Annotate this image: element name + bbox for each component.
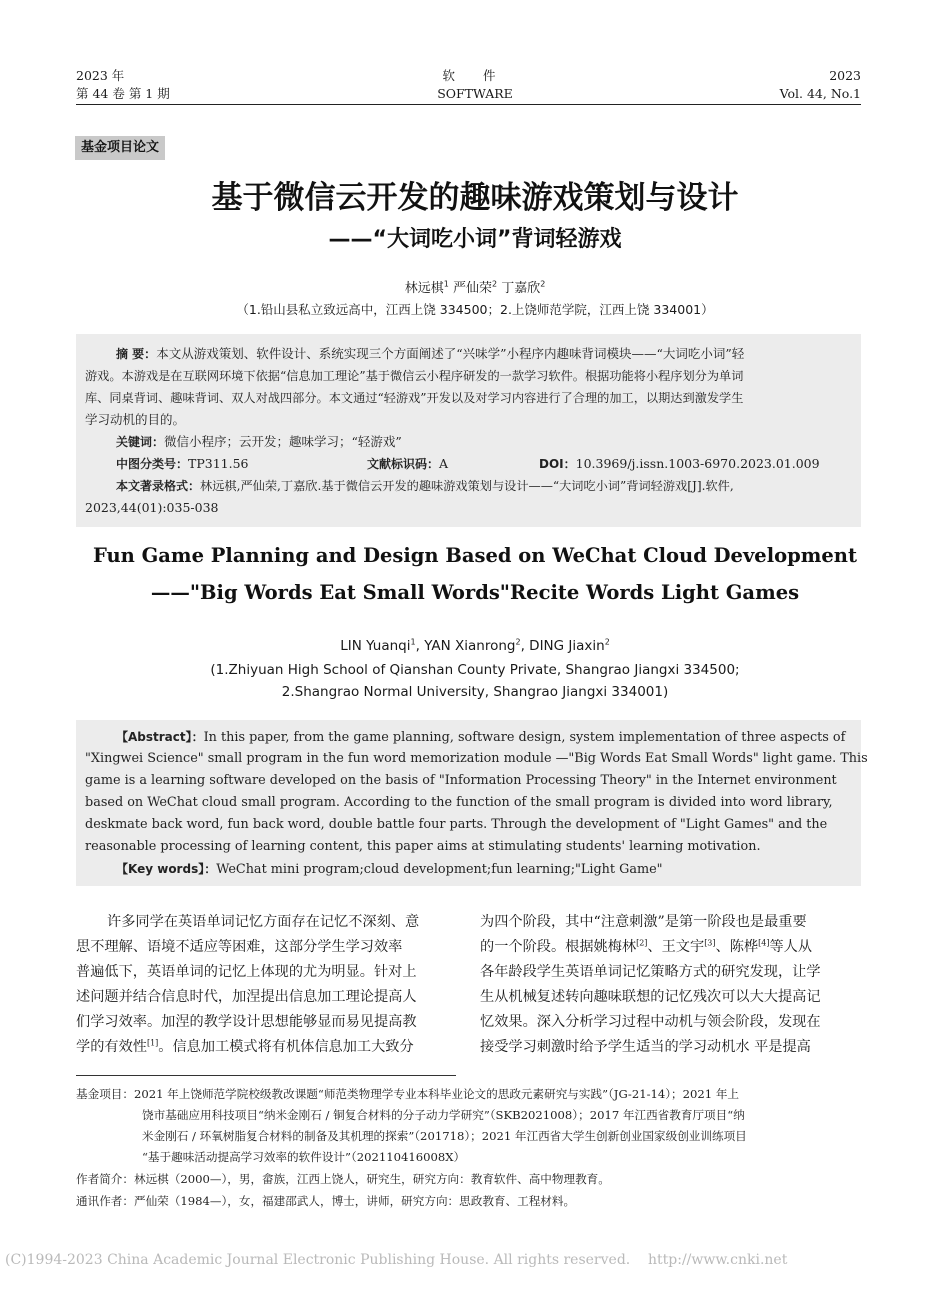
abstract-en-label: 【Abstract】： xyxy=(116,730,204,744)
citation-line-1 xyxy=(116,475,734,497)
cnki-copyright-watermark: (C)1994-2023 China Academic Journal Electronic Publishing House. All rights reserved. xyxy=(5,1252,631,1268)
keywords-en-label: 【Key words】： xyxy=(116,862,217,876)
author-en-3-sup: 2 xyxy=(604,637,610,647)
author-cn-3: 丁嘉欣 xyxy=(501,281,541,296)
article-type-tag: 基金项目论文 xyxy=(75,136,165,160)
affiliation-cn: （1.铅山县私立致远高中，江西上饶 334500；2.上饶师范学院，江西上饶 334001） xyxy=(236,302,714,317)
authors-en: LIN Yuanqi$^1$, YAN Xianrong$^2$, DING Jiaxin$^2$ xyxy=(340,637,610,654)
header-journal-en: SOFTWARE xyxy=(437,86,513,101)
author-cn-1-sup: 1 xyxy=(443,279,449,289)
citation-label: 本文著录格式： xyxy=(116,479,201,493)
doi-label: DOI： xyxy=(539,457,576,471)
body-right-line-3: 各年龄段学生英语单词记忆策略方式的研究发现，让学 xyxy=(480,964,821,980)
body-left-text-6b: 。信息加工模式将有机体信息加工大致分 xyxy=(158,1039,414,1055)
affiliation-en-2: 2.Shangrao Normal University, Shangrao Jiangxi 334001) xyxy=(281,684,669,700)
header-rule xyxy=(76,104,861,105)
footnote-fund-label: 基金项目： xyxy=(76,1087,134,1101)
keywords-en-line xyxy=(116,858,663,881)
author-cn-2-sup: 2 xyxy=(491,279,498,289)
abstract-cn-line-3: 库、同桌背词、趣味背词、双人对战四部分。本文通过“轻游戏”开发以及对学习内容进行了合理的加工，以期达到激发学生 xyxy=(85,391,744,405)
citation-ref-1: [1] xyxy=(146,1038,159,1048)
footnote-corr-text: 严仙荣（1984—），女，福建邵武人，博士，讲师，研究方向：思政教育、工程材料。 xyxy=(133,1194,576,1208)
header-journal-cn: 软 件 xyxy=(442,68,508,83)
author-en-1-sup: 1 xyxy=(410,637,416,647)
title-en-sub: ——"Big Words Eat Small Words"Recite Words Light Games xyxy=(150,581,800,604)
abstract-en-line-2: "Xingwei Science" small program in the fun word memorization module —"Big Words Eat Small Words" light game. This xyxy=(85,751,868,766)
body-left-line-3: 普遍低下，英语单词的记忆上体现的尤为明显。针对上 xyxy=(76,964,417,980)
header-year-left: 2023 年 xyxy=(76,68,125,83)
footnote-corr xyxy=(76,1191,575,1212)
footnote-fund-line-1 xyxy=(76,1084,739,1105)
title-cn-sub: ——“大词吃小词”背词轻游戏 xyxy=(328,227,622,252)
body-right-line-6: 接受学习刺激时给予学生适当的学习动机水 平是提高 xyxy=(480,1039,811,1055)
abstract-cn-line-1 xyxy=(116,343,744,365)
footnote-fund-text-1: 2021 年上饶师范学院校级教改课题“师范类物理学专业本科毕业论文的思政元素研究与实践”（JG-21-14）；2021 年上 xyxy=(133,1087,740,1101)
citation-ref-4: [4] xyxy=(758,938,770,948)
title-en-main: Fun Game Planning and Design Based on WeChat Cloud Development xyxy=(93,544,857,567)
body-right-text-2d: 等人从 xyxy=(769,939,813,955)
citation-text-1: 林远棋,严仙荣,丁嘉欣.基于微信云开发的趣味游戏策划与设计——“大词吃小词”背词轻游戏[J].软件, xyxy=(200,479,734,493)
body-left-line-5: 们学习效率。加涅的教学设计思想能够显而易见提高教 xyxy=(76,1014,417,1030)
body-left-line-2: 思不理解、语境不适应等困难，这部分学生学习效率 xyxy=(76,939,403,955)
body-right-line-5: 忆效果。深入分析学习过程中动机与领会阶段，发现在 xyxy=(480,1014,821,1030)
abstract-en-line-1 xyxy=(116,726,845,749)
footnote-rule xyxy=(76,1075,456,1076)
author-cn-2: 严仙荣 xyxy=(452,281,492,296)
author-en-1: LIN Yuanqi xyxy=(340,638,411,654)
footnote-bio-label: 作者简介： xyxy=(76,1172,134,1186)
body-right-line-4: 生从机械复述转向趣味联想的记忆残次可以大大提高记 xyxy=(480,989,821,1005)
abstract-cn-line-4: 学习动机的目的。 xyxy=(85,412,186,427)
doc-code-value: A xyxy=(439,456,449,471)
keywords-cn: 微信小程序；云开发；趣味学习；“轻游戏” xyxy=(164,434,402,449)
citation-line-2: 2023,44(01):035-038 xyxy=(85,500,219,515)
abstract-en-line-3: game is a learning software developed on the basis of "Information Processing Theory" in the Internet environment xyxy=(85,773,837,788)
abstract-cn-label: 摘 要： xyxy=(116,347,157,361)
footnote-bio-text: 林远棋（2000—），男，畲族，江西上饶人，研究生，研究方向：教育软件、高中物理教育。 xyxy=(133,1172,610,1186)
title-cn-main: 基于微信云开发的趣味游戏策划与设计 xyxy=(211,180,739,216)
abstract-en-line-5: deskmate back word, fun back word, double battle four parts. Through the development of "Light Games" and the xyxy=(85,817,828,832)
header-vol-right: Vol. 44, No.1 xyxy=(779,86,861,101)
citation-ref-2: [2] xyxy=(636,938,648,948)
abstract-en-line-4: based on WeChat cloud small program. According to the function of the small program is divided into word library, xyxy=(85,795,833,810)
abstract-cn-line-2: 游戏。本游戏是在互联网环境下依据“信息加工理论”基于微信云小程序研发的一款学习软件。根据功能将小程序划分为单词 xyxy=(85,369,744,383)
clc-value: TP311.56 xyxy=(188,456,249,471)
clc-label: 中图分类号： xyxy=(116,457,189,471)
cnki-url-watermark: http://www.cnki.net xyxy=(648,1252,788,1268)
footnote-fund-line-2: 饶市基础应用科技项目“纳米金刚石 / 铜复合材料的分子动力学研究”（SKB2021008）；2017 年江西省教育厅项目“纳 xyxy=(142,1108,745,1122)
citation-ref-3: [3] xyxy=(704,938,716,948)
abstract-en-text-1: In this paper, from the game planning, software design, system implementation of three aspects of xyxy=(203,730,846,745)
header-year-right: 2023 xyxy=(829,68,861,83)
author-cn-3-sup: 2 xyxy=(540,279,546,289)
body-right-text-2c: 、陈桦 xyxy=(715,939,759,955)
footnote-bio xyxy=(76,1169,610,1190)
author-en-3: DING Jiaxin xyxy=(529,638,605,654)
header-issue-left: 第 44 卷 第 1 期 xyxy=(76,86,170,101)
doi-line xyxy=(539,453,820,475)
doi-value: 10.3969/j.issn.1003-6970.2023.01.009 xyxy=(575,456,820,471)
footnote-fund-line-4: “基于趣味活动提高学习效率的软件设计”（202110416008X） xyxy=(142,1150,466,1164)
doc-code-line xyxy=(367,453,448,475)
body-left-line-6 xyxy=(76,1035,414,1060)
affiliation-en-1: (1.Zhiyuan High School of Qianshan County Private, Shangrao Jiangxi 334500; xyxy=(210,662,740,678)
author-en-2-sup: 2 xyxy=(515,637,521,647)
body-left-line-1: 许多同学在英语单词记忆方面存在记忆不深刻、意 xyxy=(107,914,420,930)
footnote-corr-label: 通讯作者： xyxy=(76,1194,134,1208)
abstract-en-line-6: reasonable processing of learning content, this paper aims at stimulating students' learning motivation. xyxy=(85,839,761,854)
footnote-fund-line-3: 米金刚石 / 环氧树脂复合材料的制备及其机理的探索”（201718）；2021 年江西省大学生创新创业国家级创业训练项目 xyxy=(142,1129,747,1143)
clc-line xyxy=(116,453,249,475)
body-right-line-1: 为四个阶段，其中“注意刺激”是第一阶段也是最重要 xyxy=(480,914,807,930)
keywords-en: WeChat mini program;cloud development;fun learning;"Light Game" xyxy=(216,862,663,877)
body-left-text-6a: 学的有效性 xyxy=(76,1039,147,1055)
keywords-cn-line xyxy=(116,431,402,453)
body-left-line-4: 述问题并结合信息时代，加涅提出信息加工理论提高人 xyxy=(76,989,417,1005)
abstract-cn-text-1: 本文从游戏策划、软件设计、系统实现三个方面阐述了“兴味学”小程序内趣味背词模块——“大词吃小词”轻 xyxy=(156,346,745,361)
author-cn-1: 林远棋 xyxy=(404,281,444,296)
body-right-line-2 xyxy=(480,935,812,960)
doc-code-label: 文献标识码： xyxy=(367,457,440,471)
body-right-text-2a: 的一个阶段。根据姚梅林 xyxy=(480,939,637,955)
body-right-text-2b: 、王文宇 xyxy=(647,939,705,955)
author-en-2: YAN Xianrong xyxy=(424,638,516,654)
authors-cn xyxy=(0,277,950,296)
keywords-cn-label: 关键词： xyxy=(116,435,165,449)
